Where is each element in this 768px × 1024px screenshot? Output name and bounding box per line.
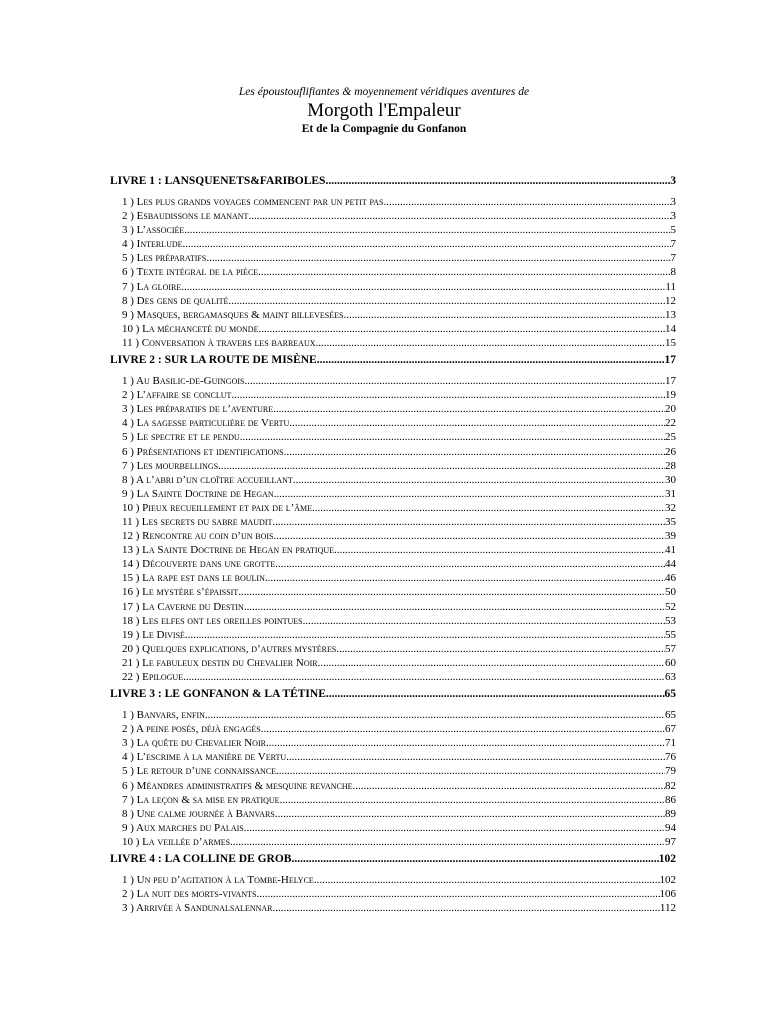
toc-chapter-title: 10 ) La méchanceté du monde — [122, 322, 259, 335]
toc-chapter-page: 7 — [670, 252, 676, 265]
toc-chapter-page: 65 — [665, 709, 676, 722]
toc-chapter-entry[interactable] — [110, 779, 676, 793]
toc-leader — [316, 336, 665, 350]
toc-chapter-entry[interactable] — [110, 901, 676, 915]
toc-book-page: 102 — [658, 853, 676, 866]
toc-chapter-title: 3 ) L’associée — [122, 224, 185, 237]
toc-leader — [384, 195, 671, 209]
toc-leader — [273, 402, 665, 416]
toc-chapter-entry[interactable] — [110, 336, 676, 350]
toc-leader — [276, 764, 665, 778]
toc-chapter-title: 2 ) A peine posés, déjà engagés — [122, 723, 261, 736]
toc-book-entry[interactable] — [110, 851, 676, 868]
toc-chapter-entry[interactable] — [110, 807, 676, 821]
toc-book-entry[interactable] — [110, 352, 676, 369]
toc-chapter-title: 1 ) Un peu d’agitation à la Tombe-Helyce — [122, 874, 314, 887]
toc-chapter-entry[interactable] — [110, 515, 676, 529]
toc-chapter-entry[interactable] — [110, 416, 676, 430]
toc-book-entry[interactable] — [110, 686, 676, 703]
toc-chapter-entry[interactable] — [110, 445, 676, 459]
toc-chapter-page: 106 — [659, 888, 676, 901]
toc-book-title: LIVRE 2 : SUR LA ROUTE DE MISÈNE — [110, 354, 317, 367]
toc-chapter-entry[interactable] — [110, 614, 676, 628]
toc-chapter-title: 11 ) Les secrets du sabre maudit — [122, 515, 273, 528]
toc-leader — [230, 835, 665, 849]
toc-chapter-title: 11 ) Conversation à travers les barreaux — [122, 336, 316, 349]
toc-chapter-page: 55 — [665, 628, 676, 641]
toc-leader — [280, 793, 665, 807]
toc-chapter-page: 7 — [670, 238, 676, 251]
toc-leader — [261, 722, 665, 736]
toc-chapter-title: 20 ) Quelques explications, d’autres mystères — [122, 642, 337, 655]
toc-leader — [240, 430, 665, 444]
toc-leader — [284, 445, 665, 459]
toc-chapter-title: 22 ) Epilogue — [122, 671, 184, 683]
toc-chapter-title: 5 ) Le retour d’une connaissance — [122, 765, 277, 778]
toc-leader — [334, 543, 665, 557]
toc-chapter-page: 5 — [670, 224, 676, 237]
toc-book-title: LIVRE 3 : LE GONFANON & LA TÉTINE — [110, 688, 326, 701]
toc-chapter-page: 82 — [665, 779, 676, 792]
toc-chapter-page: 63 — [665, 671, 676, 683]
toc-chapter-entry[interactable] — [110, 887, 676, 901]
toc-chapter-page: 60 — [665, 656, 676, 669]
toc-leader — [286, 750, 665, 764]
toc-chapter-title: 3 ) Arrivée à Sandunalsalennar — [122, 902, 273, 915]
toc-chapter-title: 9 ) Masques, bergamasques & maint billevesées — [122, 308, 344, 321]
toc-chapter-page: 32 — [665, 501, 676, 514]
toc-chapter-page: 28 — [665, 459, 676, 472]
toc-chapter-entry[interactable] — [110, 670, 676, 684]
toc-chapter-page: 13 — [665, 308, 676, 321]
toc-chapter-page: 86 — [665, 793, 676, 806]
toc-chapter-title: 10 ) La veillée d’armes — [122, 835, 231, 848]
toc-chapter-title: 15 ) La rape est dans le boulin — [122, 572, 265, 585]
toc-leader — [336, 642, 665, 656]
toc-chapter-entry[interactable] — [110, 600, 676, 614]
toc-chapter-title: 1 ) Les plus grands voyages commencent par un petit pas — [122, 196, 384, 208]
toc-chapter-page: 11 — [665, 280, 676, 293]
toc-leader — [326, 686, 665, 703]
toc-chapter-entry[interactable] — [110, 873, 676, 887]
toc-chapter-page: 8 — [670, 266, 676, 279]
toc-chapter-title: 9 ) Aux marches du Palais — [122, 821, 244, 834]
toc-chapter-entry[interactable] — [110, 628, 676, 642]
toc-chapter-entry[interactable] — [110, 656, 676, 670]
toc-leader — [343, 308, 665, 322]
toc-chapter-title: 17 ) La Caverne du Destin — [122, 600, 244, 613]
toc-leader — [291, 851, 658, 868]
toc-chapter-title: 4 ) La sagesse particulière de Vertu — [122, 417, 290, 430]
toc-chapter-page: 94 — [665, 821, 676, 834]
toc-chapter-entry[interactable] — [110, 793, 676, 807]
toc-chapter-title: 4 ) Interlude — [122, 238, 183, 251]
toc-chapter-page: 3 — [670, 196, 676, 208]
toc-book-title: LIVRE 1 : LANSQUENETS&FARIBOLES — [110, 175, 326, 187]
toc-chapter-title: 1 ) Banvars, enfin — [122, 709, 205, 722]
toc-book-page: 65 — [664, 688, 676, 701]
toc-chapter-entry[interactable] — [110, 322, 676, 336]
toc-chapter-entry[interactable] — [110, 388, 676, 402]
toc-chapter-title: 12 ) Rencontre au coin d’un bois — [122, 530, 274, 543]
subtitle: Les époustouflifiantes & moyennement véridiques aventures de — [238, 86, 530, 98]
toc-chapter-title: 1 ) Au Basilic-de-Guingois — [122, 375, 245, 388]
toc-leader — [256, 887, 659, 901]
toc-leader — [238, 585, 665, 599]
toc-book-entry[interactable] — [110, 173, 676, 190]
toc-chapter-page: 50 — [665, 586, 676, 599]
toc-chapter-entry[interactable] — [110, 430, 676, 444]
toc-chapter-entry[interactable] — [110, 473, 676, 487]
toc-chapter-entry[interactable] — [110, 459, 676, 473]
toc-leader — [244, 374, 665, 388]
toc-chapter-page: 67 — [665, 723, 676, 736]
toc-leader — [258, 322, 665, 336]
toc-chapter-title: 18 ) Les elfes ont les oreilles pointues — [122, 614, 303, 627]
toc-chapter-title: 5 ) Les préparatifs — [122, 252, 207, 265]
toc-leader — [325, 173, 670, 190]
toc-chapter-entry[interactable] — [110, 750, 676, 764]
toc-leader — [318, 656, 665, 670]
toc-chapter-title: 10 ) Pieux recueillement et paix de l’âme — [122, 501, 313, 514]
toc-chapter-page: 102 — [659, 874, 676, 887]
toc-chapter-page: 22 — [665, 417, 676, 430]
toc-book-group — [110, 352, 676, 684]
toc-leader — [273, 901, 660, 915]
toc-chapter-entry[interactable] — [110, 764, 676, 778]
toc-chapter-title: 3 ) Les préparatifs de l’aventure — [122, 403, 274, 416]
toc-leader — [266, 736, 665, 750]
document-title: Morgoth l'Empaleur — [307, 100, 461, 121]
toc-chapter-entry[interactable] — [110, 835, 676, 849]
toc-chapter-entry[interactable] — [110, 821, 676, 835]
toc-chapter-entry[interactable] — [110, 251, 676, 265]
toc-chapter-entry[interactable] — [110, 722, 676, 736]
toc-leader — [183, 670, 665, 684]
toc-chapter-page: 25 — [665, 431, 676, 444]
toc-leader — [265, 571, 665, 585]
toc-leader — [317, 352, 665, 369]
toc-chapter-entry[interactable] — [110, 402, 676, 416]
toc-leader — [231, 388, 665, 402]
toc-leader — [184, 223, 670, 237]
toc-leader — [274, 529, 666, 543]
toc-chapter-entry[interactable] — [110, 223, 676, 237]
toc-chapter-entry[interactable] — [110, 265, 676, 279]
toc-chapter-entry[interactable] — [110, 585, 676, 599]
toc-chapter-title: 8 ) Une calme journée à Banvars — [122, 807, 275, 820]
toc-chapter-title: 7 ) Les mourbellings — [122, 459, 219, 472]
toc-leader — [244, 821, 665, 835]
toc-chapter-title: 3 ) La quête du Chevalier Noir — [122, 737, 266, 750]
toc-chapter-page: 97 — [665, 835, 676, 848]
table-of-contents — [110, 172, 676, 917]
toc-chapter-page: 3 — [670, 210, 676, 223]
toc-chapter-title: 6 ) Texte intégral de la pièce — [122, 266, 259, 279]
toc-leader — [293, 473, 665, 487]
toc-chapter-title: 4 ) L’escrime à la manière de Vertu — [122, 751, 287, 764]
toc-leader — [218, 459, 665, 473]
toc-chapter-title: 7 ) La gloire — [122, 280, 182, 293]
toc-chapter-page: 79 — [665, 765, 676, 778]
toc-chapter-page: 19 — [665, 389, 676, 402]
toc-chapter-page: 31 — [665, 487, 676, 500]
toc-chapter-page: 35 — [665, 515, 676, 528]
toc-leader — [314, 873, 660, 887]
toc-chapter-page: 12 — [665, 294, 676, 307]
toc-leader — [183, 237, 671, 251]
toc-chapter-entry[interactable] — [110, 280, 676, 294]
toc-leader — [206, 251, 670, 265]
toc-chapter-page: 76 — [665, 751, 676, 764]
toc-chapter-entry[interactable] — [110, 237, 676, 251]
toc-chapter-page: 46 — [665, 572, 676, 585]
toc-chapter-entry[interactable] — [110, 557, 676, 571]
toc-chapter-entry[interactable] — [110, 708, 676, 722]
toc-chapter-title: 21 ) Le fabuleux destin du Chevalier Noir — [122, 656, 318, 669]
toc-chapter-page: 53 — [665, 614, 676, 627]
company-line: Et de la Compagnie du Gonfanon — [301, 123, 467, 135]
toc-chapter-title: 2 ) Esbaudissons le manant — [122, 210, 249, 223]
toc-leader — [185, 628, 665, 642]
toc-chapter-entry[interactable] — [110, 487, 676, 501]
toc-book-page: 3 — [670, 175, 676, 187]
toc-leader — [275, 807, 665, 821]
toc-leader — [303, 614, 665, 628]
toc-chapter-title: 16 ) Le mystère s’épaissit — [122, 586, 239, 599]
toc-chapter-entry[interactable] — [110, 642, 676, 656]
toc-chapter-title: 14 ) Découverte dans une grotte — [122, 558, 276, 571]
toc-chapter-title: 2 ) L’affaire se conclut — [122, 389, 232, 402]
toc-leader — [244, 600, 665, 614]
toc-chapter-page: 57 — [665, 642, 676, 655]
toc-chapter-entry[interactable] — [110, 374, 676, 388]
toc-chapter-entry[interactable] — [110, 209, 676, 223]
toc-chapter-entry[interactable] — [110, 571, 676, 585]
toc-leader — [228, 294, 665, 308]
toc-chapter-page: 39 — [665, 530, 676, 543]
toc-chapter-entry[interactable] — [110, 195, 676, 209]
toc-chapter-page: 89 — [665, 807, 676, 820]
toc-chapter-entry[interactable] — [110, 736, 676, 750]
toc-leader — [312, 501, 665, 515]
toc-chapter-page: 44 — [665, 558, 676, 571]
toc-leader — [181, 280, 665, 294]
toc-chapter-title: 6 ) Méandres administratifs & mesquine revanche — [122, 779, 353, 792]
toc-chapter-page: 30 — [665, 473, 676, 486]
toc-chapter-page: 52 — [665, 600, 676, 613]
toc-leader — [272, 515, 665, 529]
toc-book-page: 17 — [664, 354, 676, 367]
toc-chapter-title: 13 ) La Sainte Doctrine de Hegan en pratique — [122, 544, 335, 557]
toc-chapter-title: 2 ) La nuit des morts-vivants — [122, 888, 257, 901]
toc-chapter-title: 8 ) Des gens de qualité — [122, 294, 229, 307]
document-header — [0, 84, 768, 137]
toc-chapter-title: 6 ) Présentations et identifications — [122, 445, 284, 458]
toc-leader — [248, 209, 670, 223]
toc-chapter-page: 14 — [665, 322, 676, 335]
toc-chapter-title: 5 ) Le spectre et le pendu — [122, 431, 240, 444]
toc-chapter-entry[interactable] — [110, 308, 676, 322]
toc-book-group — [110, 851, 676, 915]
toc-chapter-page: 15 — [665, 336, 676, 349]
toc-chapter-page: 26 — [665, 445, 676, 458]
toc-chapter-entry[interactable] — [110, 529, 676, 543]
toc-leader — [275, 557, 665, 571]
toc-leader — [289, 416, 665, 430]
toc-chapter-page: 71 — [665, 737, 676, 750]
toc-chapter-entry[interactable] — [110, 501, 676, 515]
toc-chapter-entry[interactable] — [110, 543, 676, 557]
toc-leader — [274, 487, 665, 501]
toc-book-title: LIVRE 4 : LA COLLINE DE GROB — [110, 853, 292, 866]
toc-book-group — [110, 173, 676, 350]
toc-chapter-title: 9 ) La Sainte Doctrine de Hegan — [122, 487, 274, 500]
toc-chapter-page: 20 — [665, 403, 676, 416]
toc-chapter-title: 8 ) A l’abri d’un cloître accueillant — [122, 473, 293, 486]
toc-chapter-page: 112 — [659, 902, 676, 915]
toc-chapter-title: 19 ) Le Divisé — [122, 628, 185, 641]
toc-leader — [258, 265, 670, 279]
toc-leader — [205, 708, 665, 722]
toc-book-group — [110, 686, 676, 849]
toc-chapter-title: 7 ) La leçon & sa mise en pratique — [122, 793, 280, 806]
toc-chapter-entry[interactable] — [110, 294, 676, 308]
toc-chapter-page: 17 — [665, 375, 676, 388]
toc-chapter-page: 41 — [665, 544, 676, 557]
toc-leader — [353, 779, 665, 793]
